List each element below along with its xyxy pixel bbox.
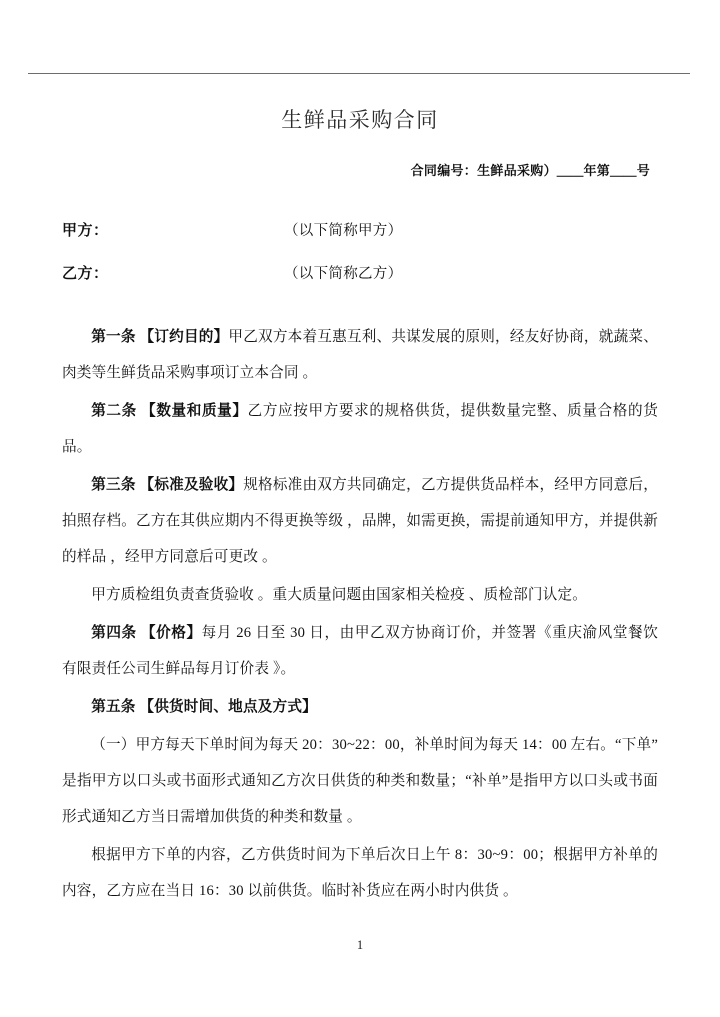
clause-paragraph <box>62 689 658 725</box>
party-a-label: 甲方： <box>62 223 109 239</box>
clause-paragraph <box>62 727 658 835</box>
clause-text: 根据甲方下单的内容，乙方供货时间为下单后次日上午 8：30~9：00；根据甲方补单的内容，乙方应在当日 16：30 以前供货。临时补货应在两小时内供货 。 <box>62 847 658 900</box>
clause-heading: 第五条 【供货时间、地点及方式】 <box>91 699 317 716</box>
contract-number: 合同编号：生鲜品采购）＿＿年第＿＿号 <box>410 163 650 178</box>
clauses-section <box>62 319 658 910</box>
clause-text: 甲方质检组负责查货验收 。重大质量问题由国家相关检疫 、质检部门认定。 <box>91 587 588 604</box>
clause-text: 规格标准由双方共同确定，乙方提供货品样本，经甲方同意后，拍照存档。乙方在其供应期内不得更换等级 ，品牌，如需更换，需提前通知甲方，并提供新的样品 ，经甲方同意后可更改 。 <box>62 477 658 566</box>
clause-paragraph <box>62 615 658 687</box>
party-b-alias: （以下简称乙方） <box>284 266 403 282</box>
clause-heading: 第二条 【数量和质量】 <box>91 403 248 420</box>
clause-paragraph <box>62 393 658 465</box>
clause-paragraph <box>62 577 658 613</box>
header-divider <box>28 73 690 74</box>
clause-heading: 第三条 【标准及验收】 <box>91 477 244 494</box>
clause-heading: 第四条 【价格】 <box>91 625 202 642</box>
party-row <box>62 219 658 240</box>
party-row <box>62 262 658 283</box>
document-content <box>62 96 658 912</box>
party-a-alias: （以下简称甲方） <box>284 223 403 239</box>
page-title: 生鲜品采购合同 <box>281 108 439 132</box>
parties-section <box>62 219 658 283</box>
clause-paragraph <box>62 837 658 909</box>
clause-paragraph <box>62 319 658 391</box>
party-b-label: 乙方： <box>62 266 109 282</box>
clause-paragraph <box>62 467 658 575</box>
clause-text: 甲乙双方本着互惠互利、共谋发展的原则，经友好协商，就蔬菜、肉类等生鲜货品采购事项订立本合同 。 <box>62 329 658 382</box>
clause-text: 乙方应按甲方要求的规格供货，提供数量完整、质量合格的货品。 <box>62 403 658 456</box>
clause-text: （一）甲方每天下单时间为每天 20：30~22：00，补单时间为每天 14：00 左右。“下单”是指甲方以口头或书面形式通知乙方次日供货的种类和数量；“补单”是指甲方以口头或书面形式通知乙方当日需增加供货的种类和数量 。 <box>62 737 658 826</box>
clause-text: 每月 26 日至 30 日，由甲乙双方协商订价，并签署《重庆渝风堂餐饮有限责任公司生鲜品每月订价表 》。 <box>62 625 658 678</box>
clause-heading: 第一条 【订约目的】 <box>91 329 229 345</box>
page-number: 1 <box>356 938 364 952</box>
